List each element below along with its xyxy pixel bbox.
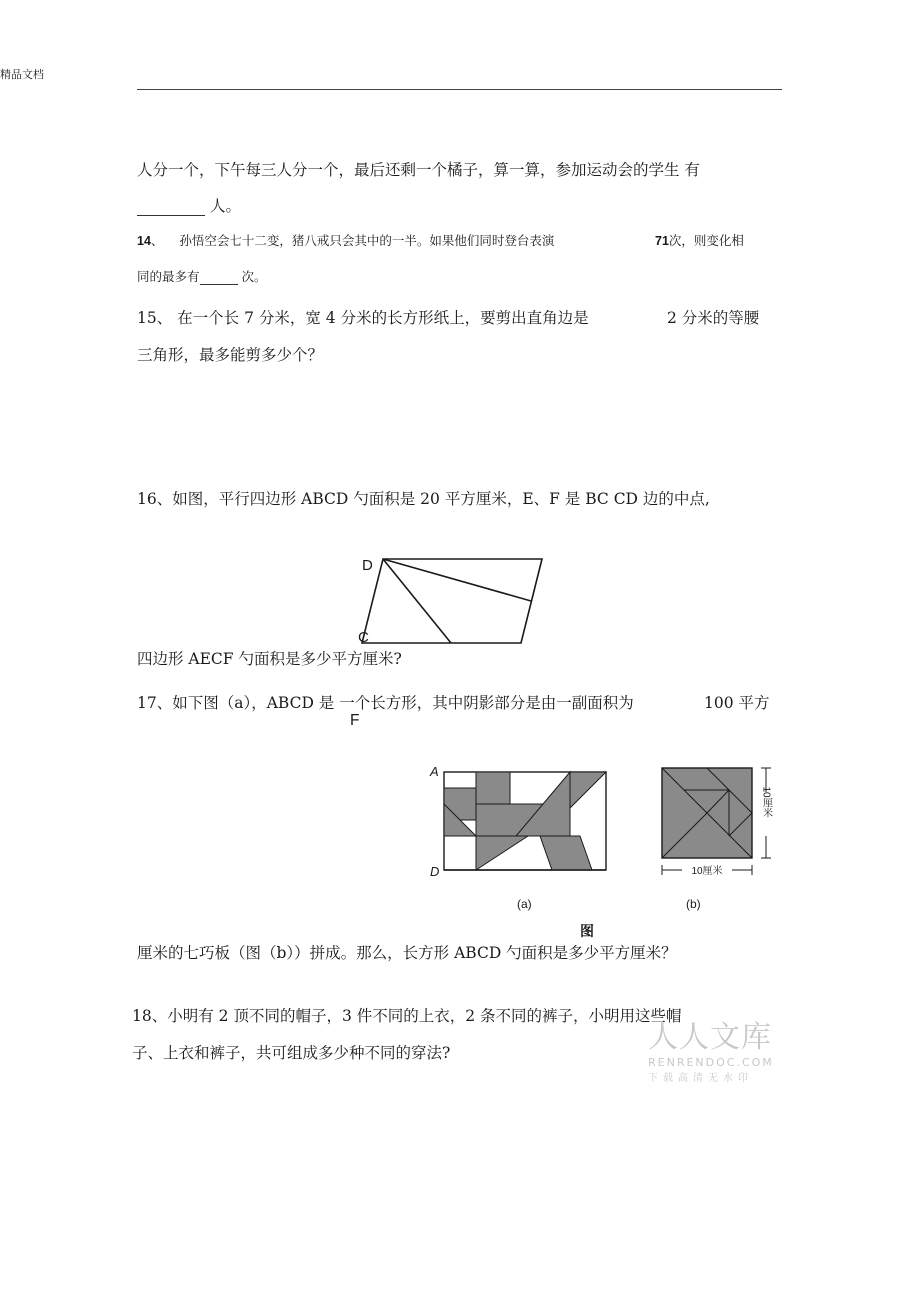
q16-diagonal-to-side xyxy=(383,559,531,601)
watermark-tagline: 下载高清无水印 xyxy=(648,1073,753,1084)
dim-bottom-label: 10厘米 xyxy=(691,866,723,877)
q15-line2: 三角形，最多能剪多少个？ xyxy=(137,346,324,364)
watermark-logo xyxy=(648,1012,774,1084)
watermark-site: RENRENDOC.COM xyxy=(648,1056,774,1069)
dim-side-label: 10厘米 xyxy=(760,786,772,818)
tangram-parallelogram xyxy=(540,836,592,870)
caption-a: (a) xyxy=(517,897,532,911)
q14-value: 71 xyxy=(655,234,669,248)
caption-b: (b) xyxy=(686,897,701,911)
q13-line2-suffix: 人。 xyxy=(209,197,241,215)
q14-line1 xyxy=(137,231,554,249)
figure-b xyxy=(662,768,774,911)
q14-number: 14 xyxy=(137,234,151,248)
q14-sep: 、 xyxy=(150,233,164,248)
q13-line2 xyxy=(137,194,241,216)
tangram-square-a xyxy=(476,772,510,804)
q16-parallelogram-figure xyxy=(355,552,550,648)
q18-line1: 18、小明有 2 顶不同的帽子，3 件不同的上衣，2 条不同的裤子，小明用这些帽 xyxy=(132,1007,682,1025)
label-d-corner: D xyxy=(430,864,440,879)
q18-line2: 子、上衣和裤子，共可组成多少种不同的穿法? xyxy=(132,1044,451,1062)
q14-line2-suffix: 次。 xyxy=(241,269,267,284)
q13-answer-blank xyxy=(137,197,205,216)
q15-line1b: 2 分米的等腰 xyxy=(667,309,760,327)
watermark-main: 人人文库 xyxy=(648,1020,772,1055)
tangram-top-right xyxy=(570,772,606,808)
q16-line1: 16、如图，平行四边形 ABCD 勺面积是 20 平方厘米，E、F 是 BC CD 边的中点, xyxy=(137,490,710,508)
q16-line2: 四边形 AECF 勺面积是多少平方厘米? xyxy=(137,650,402,668)
figure-a xyxy=(429,764,606,911)
header-label: 精品文档 xyxy=(0,68,44,81)
q14-line1-tail xyxy=(655,231,744,249)
tangram-leg xyxy=(476,836,528,870)
q16-parallelogram xyxy=(362,559,542,643)
q14-line2 xyxy=(137,267,267,285)
q14-line2-prefix: 同的最多有 xyxy=(137,269,200,284)
label-a-corner: A xyxy=(430,764,439,779)
q14-text-a: 孙悟空会七十二变，猪八戒只会其中的一半。如果他们同时登台表演 xyxy=(179,233,555,248)
q17-line1b: 100 平方 xyxy=(704,694,770,712)
q14-answer-blank xyxy=(200,269,238,285)
q16-label-f: F xyxy=(350,712,360,729)
header-rule xyxy=(137,89,782,90)
q16-diagonal-to-bottom xyxy=(383,559,451,643)
q17-line1a: 17、如下图（a），ABCD 是 一个长方形，其中阴影部分是由一副面积为 xyxy=(137,694,634,712)
q17-line2: 厘米的七巧板（图（b））拼成。那么，长方形 ABCD 勺面积是多少平方厘米？ xyxy=(137,944,677,962)
q13-line1: 人分一个，下午每三人分一个，最后还剩一个橘子，算一算，参加运动会的学生 有 xyxy=(137,161,700,179)
q14-text-b: 次，则变化相 xyxy=(668,233,744,248)
caption-fig: 图 xyxy=(580,923,594,939)
q17-tangram-figure xyxy=(420,758,780,943)
q15-line1a: 15、 在一个长 7 分米，宽 4 分米的长方形纸上，要剪出直角边是 xyxy=(137,309,589,327)
q16-label-d: D xyxy=(362,557,373,574)
q16-label-c: C xyxy=(358,629,369,646)
